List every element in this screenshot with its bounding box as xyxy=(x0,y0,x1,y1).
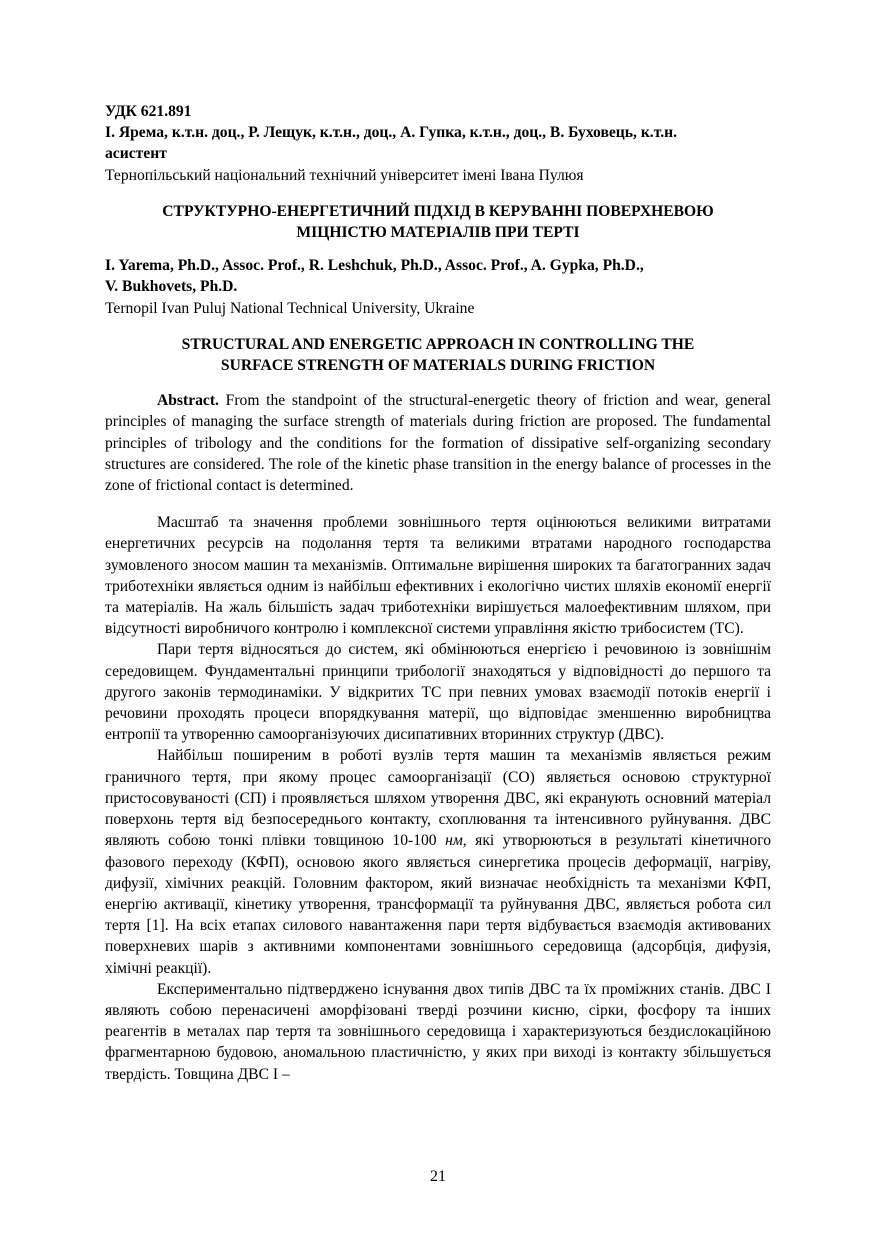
body-paragraph-2: Пари тертя відносяться до систем, які обмінюються енергією і речовиною із зовнішнім середовищем. Фундаментальні принципи трибології знаходяться у відповідності до першого та другого законів термодинаміки. У відкритих ТС при певних умовах взаємодії потоків енергії і речовини проходять процеси впорядкування матерії, що відповідає зменшенню виробництва ентропії та утворенню самоорганізуючих дисипативних вторинних структур (ДВС). xyxy=(105,641,771,744)
title-en-line2: SURFACE STRENGTH OF MATERIALS DURING FRICTION xyxy=(220,357,656,375)
authors-en xyxy=(105,255,771,297)
affiliation-en: Ternopil Ivan Puluj National Technical University, Ukraine xyxy=(105,299,475,317)
article xyxy=(105,101,771,1085)
body-paragraph-1: Масштаб та значення проблеми зовнішнього тертя оцінюються великими витратами енергетичних ресурсів на подолання тертя та великими втратами народного господарства зумовленого зносом машин та механізмів. Оптимальне вирішення широких та багатогранних задач триботехніки являється одним із найбільш ефективних і екологічно чистих шляхів економії енергії та матеріалів. На жаль більшість задач триботехніки вирішується малоефективним шляхом, при відсутності виробничого контролю і комплексної системи управління якістю трибосистем (ТС). xyxy=(105,514,771,638)
title-ua-line1: СТРУКТУРНО-ЕНЕРГЕТИЧНИЙ ПІДХІД В КЕРУВАННІ ПОВЕРХНЕВОЮ xyxy=(162,202,714,220)
page-number: 21 xyxy=(430,1168,446,1185)
unit-nm: нм xyxy=(445,832,463,850)
authors-ua-line2: асистент xyxy=(105,145,167,163)
affiliation-ua: Тернопільський національний технічний університет імені Івана Пулюя xyxy=(105,166,584,184)
body-paragraph-3-part-b: , які утворюються в результаті кінетичного фазового переходу (КФП), основою якого являється синергетика процесів деформації, нагріву, дифузії, хімічних реакцій. Головним фактором, який визначає необхідність та механізми КФП, енергію активації, кінетику утворення, трансформації та руйнування ДВС, являється робота сил тертя [1]. На всіх етапах силового навантаження пари тертя відбувається взаємодія активованих поверхневих шарів з активними компонентами зовнішнього середовища (адсорбція, дифузія, хімічні реакції). xyxy=(105,832,771,977)
udc-code: УДК 621.891 xyxy=(105,103,192,120)
abstract xyxy=(105,390,771,496)
authors-ua-line1: І. Ярема, к.т.н. доц., Р. Лещук, к.т.н., доц., А. Гупка, к.т.н., доц., В. Буховець, к.т.н. xyxy=(105,124,677,142)
body-paragraph-4: Експериментально підтверджено існування двох типів ДВС та їх проміжних станів. ДВС І являють собою перенасичені аморфізовані тверді розчини кисню, сірки, фосфору та інших реагентів в металах пар тертя та зовнішнього середовища і характеризуються бездислокаційною фрагментарною будовою, аномальною пластичністю, у яких при виході із контакту збільшується твердість. Товщина ДВС І – xyxy=(105,980,771,1083)
title-en xyxy=(105,334,771,376)
body-paragraph-3 xyxy=(105,745,771,978)
title-en-line1: STRUCTURAL AND ENERGETIC APPROACH IN CONTROLLING THE xyxy=(181,335,695,353)
title-ua xyxy=(105,201,771,243)
abstract-text: From the standpoint of the structural-energetic theory of friction and wear, general principles of managing the surface strength of materials during friction are proposed. The fundamental principles of tribology and the conditions for the formation of dissipative self-organizing secondary structures are considered. The role of the kinetic phase transition in the energy balance of processes in the zone of frictional contact is determined. xyxy=(105,392,771,495)
body-paragraph-3-part-a: Найбільш поширеним в роботі вузлів тертя машин та механізмів являється режим граничного тертя, при якому процес самоорганізації (СО) являється основою структурної пристосовуваності (СП) і проявляється шляхом утворення ДВС, які екранують основний матеріал поверхонь тертя від безпосереднього контакту, схоплювання та інтенсивного руйнування. ДВС являють собою тонкі плівки товщиною 10-100 xyxy=(105,747,771,850)
authors-en-line2: V. Bukhovets, Ph.D. xyxy=(105,278,238,296)
title-ua-line2: МІЦНІСТЮ МАТЕРІАЛІВ ПРИ ТЕРТІ xyxy=(296,224,580,242)
abstract-label: Abstract. xyxy=(157,392,219,410)
authors-ua xyxy=(105,122,771,164)
authors-en-line1: I. Yarema, Ph.D., Assoc. Prof., R. Leshchuk, Ph.D., Assoc. Prof., A. Gypka, Ph.D., xyxy=(105,257,644,275)
